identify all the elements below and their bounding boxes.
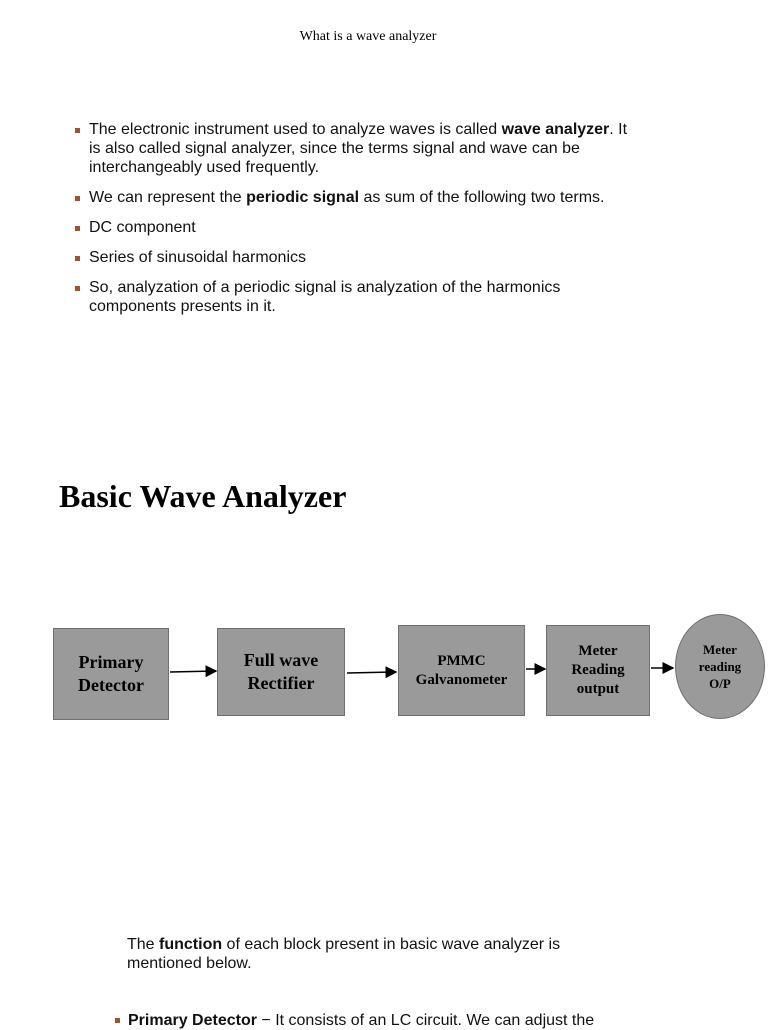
bullet-item: The electronic instrument used to analyze waves is called wave analyzer. It is also called signal analyzer, since the terms signal and wave can be interchangeably used frequently. <box>74 120 634 177</box>
bullet-marker <box>115 1018 120 1023</box>
bullet-item: So, analyzation of a periodic signal is analyzation of the harmonics components presents in it. <box>74 278 634 316</box>
bullet-item: DC component <box>74 218 634 237</box>
bullet-item: We can represent the periodic signal as sum of the following two terms. <box>74 188 634 207</box>
pmmc-galvanometer-block: PMMC Galvanometer <box>398 625 525 716</box>
primary-detector-block: Primary Detector <box>53 628 169 720</box>
arrow-2 <box>347 672 396 673</box>
bullet-item: Series of sinusoidal harmonics <box>74 248 634 267</box>
bullet-marker <box>75 256 80 261</box>
full-wave-rectifier-block: Full wave Rectifier <box>217 628 345 716</box>
section-title: Basic Wave Analyzer <box>59 478 347 514</box>
bullet-marker <box>75 196 80 201</box>
page-header: What is a wave analyzer <box>299 29 437 44</box>
primary-detector-description: Primary Detector − It consists of an LC circuit. We can adjust the <box>115 1011 675 1030</box>
bullet-marker <box>75 226 80 231</box>
bullet-marker <box>75 128 80 133</box>
function-intro: The function of each block present in basic wave analyzer is mentioned below. <box>127 936 561 972</box>
bullet-marker <box>75 286 80 291</box>
arrow-1 <box>170 671 216 672</box>
bullet-list <box>74 120 634 327</box>
meter-reading-op-ellipse: Meter reading O/P <box>675 614 765 719</box>
meter-reading-output-block: Meter Reading output <box>546 625 650 716</box>
